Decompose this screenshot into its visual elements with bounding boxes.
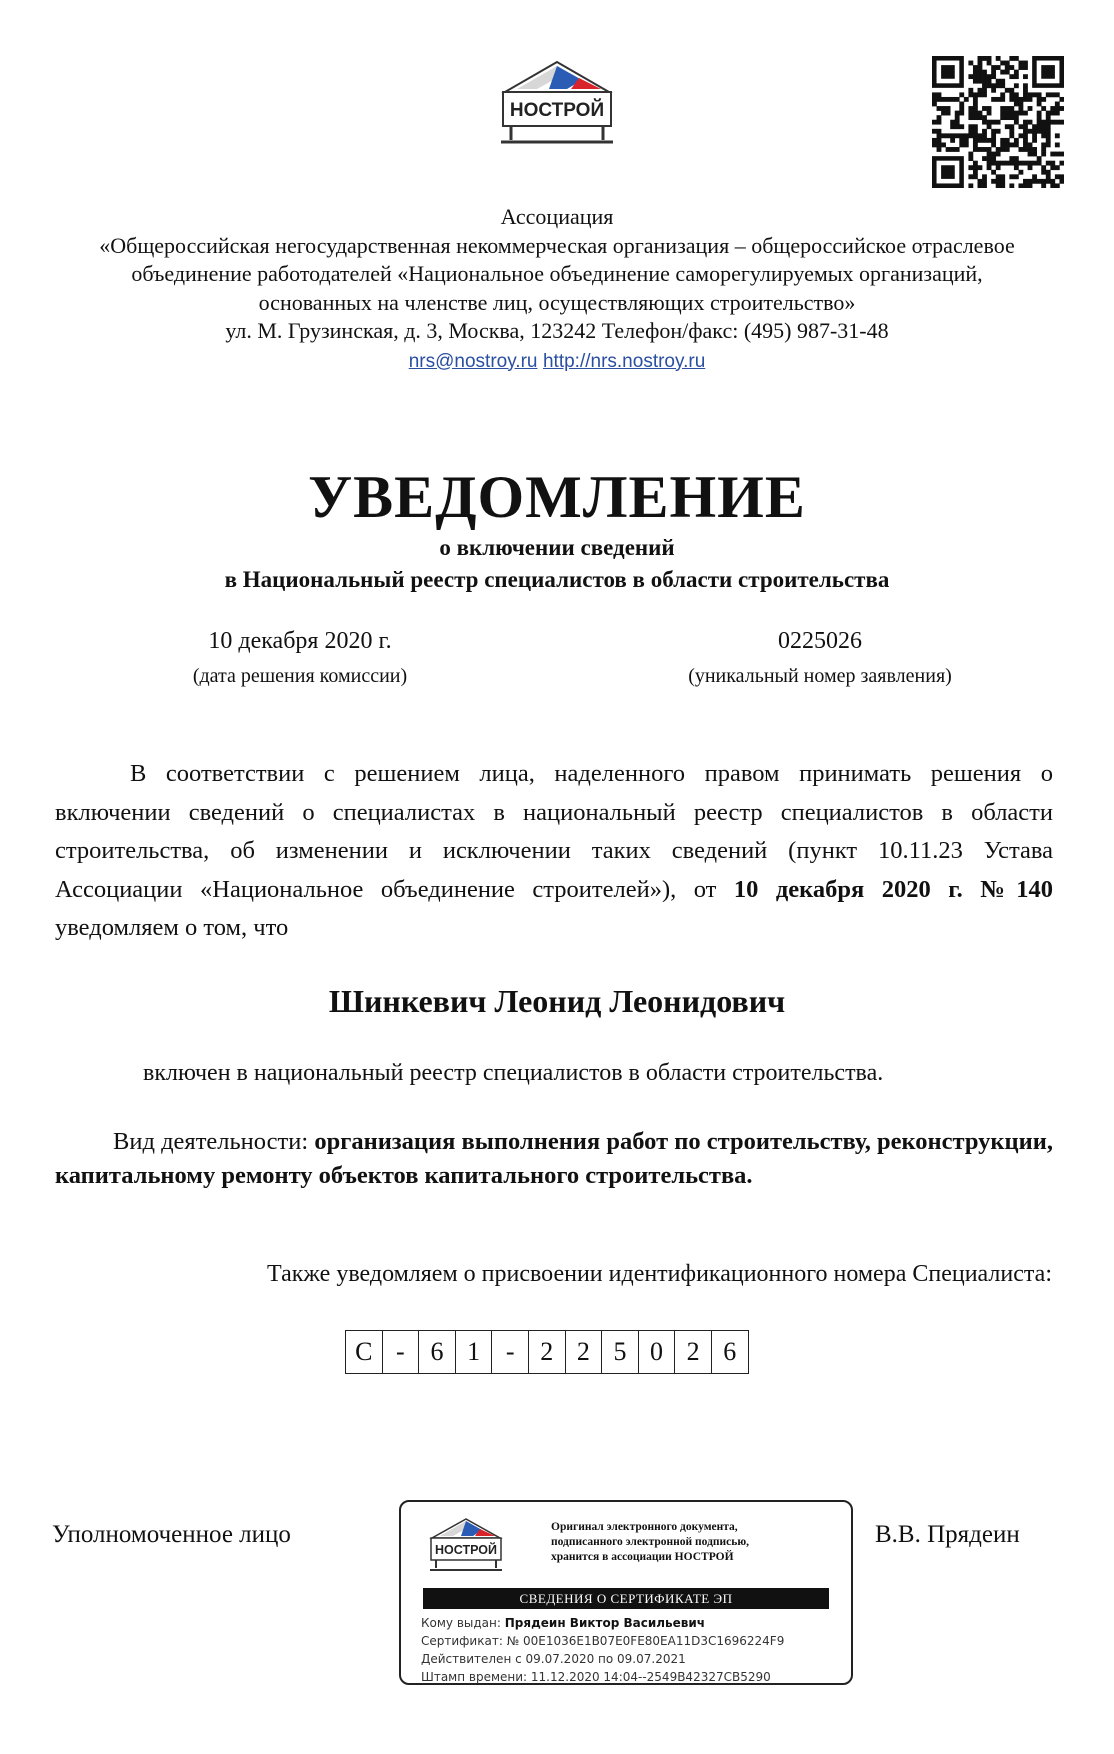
- id-char-cell: -: [383, 1330, 420, 1374]
- e-signature-stamp: [399, 1500, 853, 1685]
- issued-to: [421, 1614, 784, 1632]
- id-char-cell: 5: [602, 1330, 639, 1374]
- stamp-note: [551, 1520, 841, 1565]
- decision-date: 10 декабря 2020 г.: [208, 628, 392, 654]
- certificate-timestamp: Штамп времени: 11.12.2020 14:04--2549B42327CB5290: [421, 1670, 771, 1684]
- org-name: Ассоциация: [500, 204, 614, 229]
- stamp-note-line2: подписанного электронной подписью,: [551, 1536, 750, 1548]
- application-number: 0225026: [778, 628, 862, 654]
- org-full-name-line3: основанных на членстве лиц, осуществляющих строительство»: [258, 289, 856, 315]
- id-notice: Также уведомляем о присвоении идентификационного номера Специалиста:: [267, 1261, 1052, 1287]
- qr-code: [932, 56, 1064, 188]
- activity-paragraph: [55, 1125, 1053, 1193]
- org-contacts: [40, 346, 1074, 377]
- id-char-cell: -: [492, 1330, 529, 1374]
- subtitle-line1: о включении сведений: [439, 535, 675, 560]
- decision-reference: 10 декабря 2020 г. №140: [733, 875, 1053, 903]
- included-statement: включен в национальный реестр специалистов в области строительства.: [143, 1060, 884, 1086]
- certificate-info-bar: СВЕДЕНИЯ О СЕРТИФИКАТЕ ЭП: [423, 1588, 829, 1609]
- organization-header: [40, 203, 1074, 376]
- document-title: УВЕДОМЛЕНИЕ: [308, 464, 806, 530]
- website-link[interactable]: http://nrs.nostroy.ru: [542, 350, 706, 372]
- decision-date-caption: (дата решения комиссии): [192, 665, 408, 687]
- id-char-cell: 2: [675, 1330, 712, 1374]
- id-char-cell: 2: [529, 1330, 566, 1374]
- subtitle-line2: в Национальный реестр специалистов в области строительства: [224, 567, 890, 592]
- org-full-name-line2: объединение работодателей «Национальное объединение саморегулируемых организаций,: [131, 261, 983, 286]
- id-char-cell: 6: [419, 1330, 456, 1374]
- certificate-number: Сертификат: № 00E1036E1B07E0FE80EA11D3C1696224F9: [421, 1634, 785, 1648]
- specialist-id-boxes: [345, 1330, 749, 1374]
- svg-text:НОСТРОЙ: НОСТРОЙ: [435, 1543, 497, 1557]
- id-char-cell: 6: [712, 1330, 749, 1374]
- body-text: В соответствии с решением лица, наделенного правом принимать решения о включении сведений о специалистах в национальный реестр специалистов в области строительства, об изменении и исключении таких сведений (пункт 10.11.23 Устава Ассоциации «Национальное объединение строителей»), от: [55, 760, 1053, 903]
- signer-name: В.В. Прядеин: [875, 1521, 1020, 1548]
- certificate-details: [421, 1614, 784, 1686]
- issued-to-value: Прядеин Виктор Васильевич: [504, 1616, 705, 1630]
- org-address: ул. М. Грузинская, д. 3, Москва, 123242 Телефон/факс: (495) 987-31-48: [225, 318, 889, 343]
- certificate-validity: Действителен с 09.07.2020 по 09.07.2021: [421, 1652, 686, 1666]
- org-full-name-line1: «Общероссийская негосударственная некоммерческая организация – общероссийское отраслевое: [99, 232, 1015, 258]
- application-number-caption: (уникальный номер заявления): [688, 665, 952, 687]
- id-char-cell: С: [346, 1330, 383, 1374]
- person-name: Шинкевич Леонид Леонидович: [328, 983, 786, 1019]
- id-char-cell: 2: [566, 1330, 603, 1374]
- issued-to-label: Кому выдан:: [421, 1616, 501, 1630]
- stamp-note-line1: Оригинал электронного документа,: [551, 1521, 738, 1533]
- body-tail: уведомляем о том, что: [55, 914, 289, 941]
- activity-value: организация выполнения работ по строительству, реконструкции, капитальному ремонту объектов капитального строительства.: [55, 1128, 1054, 1189]
- decision-paragraph: [55, 755, 1053, 948]
- stamp-logo: [427, 1516, 505, 1572]
- id-char-cell: 0: [639, 1330, 676, 1374]
- activity-label: Вид деятельности:: [113, 1128, 309, 1155]
- svg-text:НОСТРОЙ: НОСТРОЙ: [509, 100, 605, 121]
- signer-label: Уполномоченное лицо: [52, 1521, 291, 1548]
- email-link[interactable]: nrs@nostroy.ru: [408, 350, 538, 372]
- document-subtitle: [0, 532, 1114, 596]
- id-char-cell: 1: [456, 1330, 493, 1374]
- stamp-note-line3: хранится в ассоциации НОСТРОЙ: [551, 1551, 734, 1563]
- nostroy-logo: [497, 58, 617, 146]
